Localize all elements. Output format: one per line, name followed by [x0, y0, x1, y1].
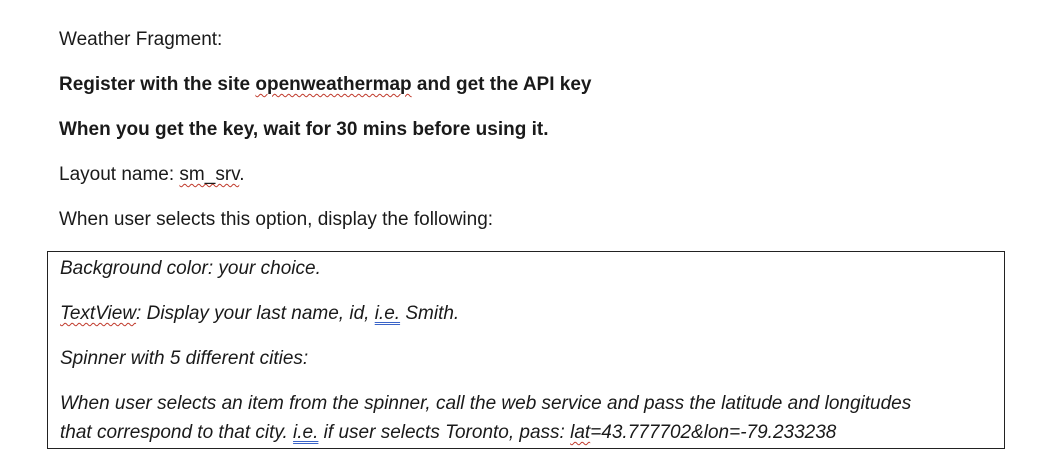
textview-tail: Smith.	[400, 303, 460, 324]
background-text: Background color: your choice.	[60, 258, 321, 279]
layout-name: sm_srv	[179, 164, 240, 185]
service-line-2	[60, 421, 836, 445]
register-before: Register with the site	[59, 74, 256, 95]
register-instruction	[59, 73, 591, 97]
register-after: and get the API key	[411, 74, 592, 95]
layout-prefix: Layout name:	[59, 164, 180, 185]
layout-name-line	[59, 163, 245, 187]
display-instruction	[59, 208, 493, 232]
textview-ie: i.e.	[374, 303, 401, 324]
site-name: openweathermap	[255, 74, 412, 95]
heading-weather-fragment	[59, 28, 222, 52]
service-line-1	[60, 392, 911, 416]
wait-instruction	[59, 118, 549, 142]
textview-line	[60, 302, 459, 326]
wait-text: When you get the key, wait for 30 mins before using it.	[59, 119, 549, 140]
requirements-box	[47, 251, 1005, 449]
service-middle: if user selects Toronto, pass:	[318, 422, 571, 443]
spinner-line	[60, 347, 308, 371]
heading-text: Weather Fragment:	[59, 29, 223, 50]
display-text: When user selects this option, display the following:	[59, 209, 494, 230]
textview-rest: : Display your last name, id,	[136, 303, 375, 324]
background-line	[60, 257, 321, 281]
service-ie: i.e.	[293, 422, 319, 443]
spinner-text: Spinner with 5 different cities:	[60, 348, 309, 369]
textview-term: TextView	[60, 303, 137, 324]
service-before: that correspond to that city.	[60, 422, 294, 443]
service-text-1: When user selects an item from the spinner, call the web service and pass the latitude and longitudes	[60, 393, 912, 414]
service-tail: =43.777702&lon=-79.233238	[590, 422, 837, 443]
lat-param: lat	[570, 422, 591, 443]
layout-suffix: .	[239, 164, 245, 185]
